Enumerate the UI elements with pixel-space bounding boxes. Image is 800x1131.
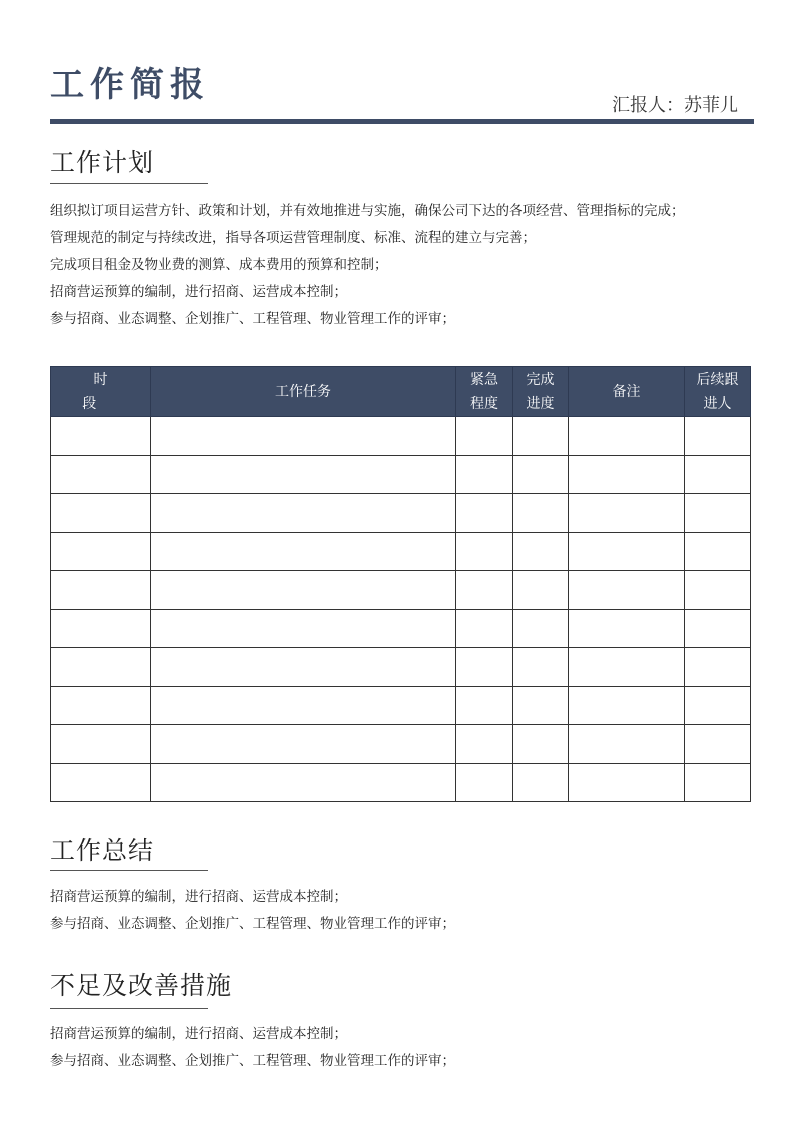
table-row [51,609,751,648]
table-row [51,494,751,533]
improve-line: 参与招商、业态调整、企划推广、工程管理、物业管理工作的评审； [50,1053,455,1069]
summary-section-title: 工作总结 [50,836,155,865]
table-cell[interactable] [456,494,513,533]
table-cell[interactable] [513,609,569,648]
table-cell[interactable] [513,725,569,764]
table-cell[interactable] [685,686,751,725]
table-cell[interactable] [569,725,685,764]
table-cell[interactable] [456,455,513,494]
table-cell[interactable] [151,494,456,533]
table-cell[interactable] [685,609,751,648]
table-cell[interactable] [151,648,456,687]
table-row [51,686,751,725]
table-row [51,417,751,456]
table-cell[interactable] [569,686,685,725]
table-row [51,648,751,687]
table-cell[interactable] [513,686,569,725]
header-progress: 完成 进度 [513,367,569,417]
table-cell[interactable] [685,455,751,494]
work-plan-table [50,366,751,802]
improve-lines [50,1021,750,1075]
table-cell[interactable] [151,417,456,456]
table-cell[interactable] [513,648,569,687]
plan-line: 管理规范的制定与持续改进，指导各项运营管理制度、标准、流程的建立与完善； [50,230,536,246]
table-cell[interactable] [151,455,456,494]
table-row [51,455,751,494]
summary-line: 参与招商、业态调整、企划推广、工程管理、物业管理工作的评审； [50,916,455,932]
reporter-label: 汇报人：苏菲儿 [612,95,738,116]
table-cell[interactable] [456,532,513,571]
table-cell[interactable] [513,763,569,802]
table-cell[interactable] [51,417,151,456]
table-cell[interactable] [151,763,456,802]
summary-line: 招商营运预算的编制，进行招商、运营成本控制； [50,889,347,905]
header-period: 时段 [51,367,151,417]
table-cell[interactable] [569,648,685,687]
table-cell[interactable] [151,686,456,725]
table-cell[interactable] [51,725,151,764]
table-row [51,763,751,802]
table-cell[interactable] [456,763,513,802]
plan-line: 招商营运预算的编制，进行招商、运营成本控制； [50,284,347,300]
plan-line: 参与招商、业态调整、企划推广、工程管理、物业管理工作的评审； [50,311,455,327]
table-cell[interactable] [569,417,685,456]
header-remarks: 备注 [569,367,685,417]
improve-section-title: 不足及改善措施 [50,971,233,1000]
table-cell[interactable] [51,455,151,494]
table-cell[interactable] [151,725,456,764]
table-cell[interactable] [51,686,151,725]
plan-line: 完成项目租金及物业费的测算、成本费用的预算和控制； [50,257,388,273]
summary-lines [50,884,750,938]
table-cell[interactable] [151,571,456,610]
table-cell[interactable] [513,571,569,610]
table-cell[interactable] [569,609,685,648]
table-cell[interactable] [685,494,751,533]
table-cell[interactable] [569,532,685,571]
header-task: 工作任务 [151,367,456,417]
table-cell[interactable] [456,571,513,610]
table-header-row [51,367,751,417]
table-body [51,417,751,802]
table-cell[interactable] [569,571,685,610]
table-cell[interactable] [456,417,513,456]
table-cell[interactable] [685,763,751,802]
table-cell[interactable] [513,417,569,456]
table-cell[interactable] [685,417,751,456]
table-cell[interactable] [513,494,569,533]
table-row [51,725,751,764]
table-cell[interactable] [151,609,456,648]
table-cell[interactable] [51,648,151,687]
plan-lines [50,198,750,333]
header-divider [50,119,754,124]
table-cell[interactable] [685,532,751,571]
summary-section-divider [50,870,208,871]
table-cell[interactable] [456,686,513,725]
document-title: 工作简报 [50,65,210,105]
improve-line: 招商营运预算的编制，进行招商、运营成本控制； [50,1026,347,1042]
table-cell[interactable] [151,532,456,571]
plan-section-divider [50,183,208,184]
table-cell[interactable] [569,494,685,533]
table-cell[interactable] [51,532,151,571]
improve-section-divider [50,1008,208,1009]
table-cell[interactable] [685,571,751,610]
table-cell[interactable] [456,725,513,764]
table-cell[interactable] [51,571,151,610]
table-cell[interactable] [513,455,569,494]
table-cell[interactable] [685,648,751,687]
table-cell[interactable] [456,609,513,648]
plan-line: 组织拟订项目运营方针、政策和计划，并有效地推进与实施，确保公司下达的各项经营、管理指标的完成； [50,203,685,219]
table-cell[interactable] [51,494,151,533]
table-cell[interactable] [513,532,569,571]
header-follow-up: 后续跟 进人 [685,367,751,417]
document-header [50,55,754,127]
plan-section-title: 工作计划 [50,148,155,177]
table-cell[interactable] [569,455,685,494]
table-cell[interactable] [569,763,685,802]
table-row [51,532,751,571]
header-urgency: 紧急 程度 [456,367,513,417]
table-cell[interactable] [685,725,751,764]
table-cell[interactable] [51,763,151,802]
table-row [51,571,751,610]
table-cell[interactable] [456,648,513,687]
table-cell[interactable] [51,609,151,648]
